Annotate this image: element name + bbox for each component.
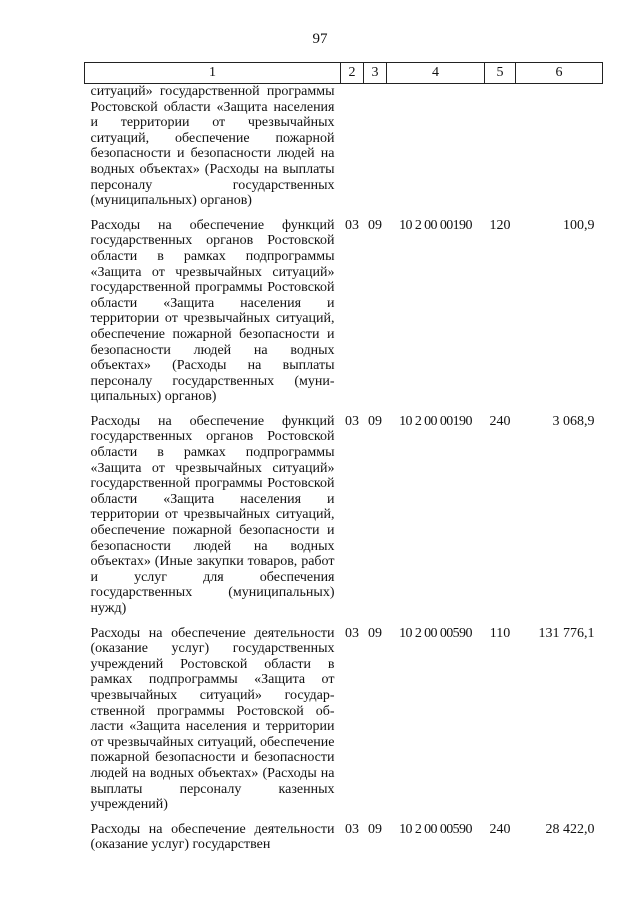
row-expense-type (485, 84, 516, 209)
table-row (85, 822, 603, 853)
row-subsection: 09 (368, 821, 382, 837)
row-subsection: 09 (368, 625, 382, 641)
header-row (85, 63, 603, 84)
row-description: Расходы на обеспечение функций государственных органов Ростовской области в рамках подпрограммы «Защита от чрезвычайных ситуаций» государственной программы Ростовской области «Защита населения и территории от чрезвычайных ситуаций, обеспечение пожарной безопасности и безопасности людей на водных объектах» (Расходы на выплаты персоналу государственных (муниципальных) органов) (90, 217, 335, 405)
header-col-5: 5 (485, 63, 516, 84)
header-col-6: 6 (516, 63, 603, 84)
row-description: Расходы на обеспечение деятельности (оказание услуг) государственных учреждений Ростовской области в рамках подпрограммы «Защита от чрезвычайных ситуаций» государственной программы Ростовской области «Защита населения и территории от чрезвычайных ситуаций, обеспечение пожарной безопасности и безопасности людей на водных объектах» (Расходы на выплаты персоналу казенных учреждений) (90, 625, 335, 813)
header-col-4: 4 (387, 63, 485, 84)
row-description: Расходы на обеспечение функций государственных органов Ростовской области в рамках подпрограммы «Защита от чрезвычайных ситуаций» государственной программы Ростовской области «Защита населения и территории от чрезвычайных ситуаций, обеспечение пожарной безопасности и безопасности людей на водных объектах» (Иные закупки товаров, работ и услуг для обеспечения государственных (муниципальных) нужд) (90, 413, 335, 616)
row-expense-type: 240 (489, 413, 511, 429)
row-target-code: 10 2 00 00590 (399, 821, 472, 837)
row-target-code: 10 2 00 00590 (399, 625, 472, 641)
table-row (85, 84, 603, 209)
budget-table (84, 62, 603, 853)
row-target-code: 10 2 00 00190 (399, 217, 472, 233)
row-section: 03 (345, 821, 359, 837)
row-spacer (85, 813, 603, 822)
row-target-code: 10 2 00 00190 (399, 413, 472, 429)
row-amount: 3 068,9 (552, 413, 595, 429)
header-col-1: 1 (85, 63, 341, 84)
row-expense-type: 240 (489, 821, 511, 837)
page-number: 97 (312, 31, 328, 47)
row-section (341, 84, 364, 209)
header-col-3: 3 (364, 63, 387, 84)
row-amount: 131 776,1 (538, 625, 595, 641)
row-section: 03 (345, 217, 359, 233)
row-subsection: 09 (368, 217, 382, 233)
table-row (85, 218, 603, 405)
row-target-code (387, 84, 485, 209)
row-expense-type: 110 (489, 625, 511, 641)
row-amount: 28 422,0 (545, 821, 595, 837)
row-amount: 100,9 (563, 217, 595, 233)
header-col-2: 2 (341, 63, 364, 84)
row-subsection (364, 84, 387, 209)
row-spacer (85, 209, 603, 218)
table-row (85, 626, 603, 813)
row-expense-type: 120 (489, 217, 511, 233)
row-spacer (85, 405, 603, 414)
row-description: Расходы на обеспечение деятельности (оказание услуг) государствен (90, 821, 335, 853)
row-subsection: 09 (368, 413, 382, 429)
row-section: 03 (345, 413, 359, 429)
row-spacer (85, 617, 603, 626)
table-row (85, 414, 603, 617)
row-section: 03 (345, 625, 359, 641)
row-description: ситуаций» государственной программы Ростовской области «Защита населения и территории от чрезвычайных ситуаций, обеспечение пожарной безопасности и безопасности людей на водных объектах» (Расходы на выплаты персоналу государственных (муниципальных) органов) (90, 84, 335, 209)
row-amount (516, 84, 603, 209)
